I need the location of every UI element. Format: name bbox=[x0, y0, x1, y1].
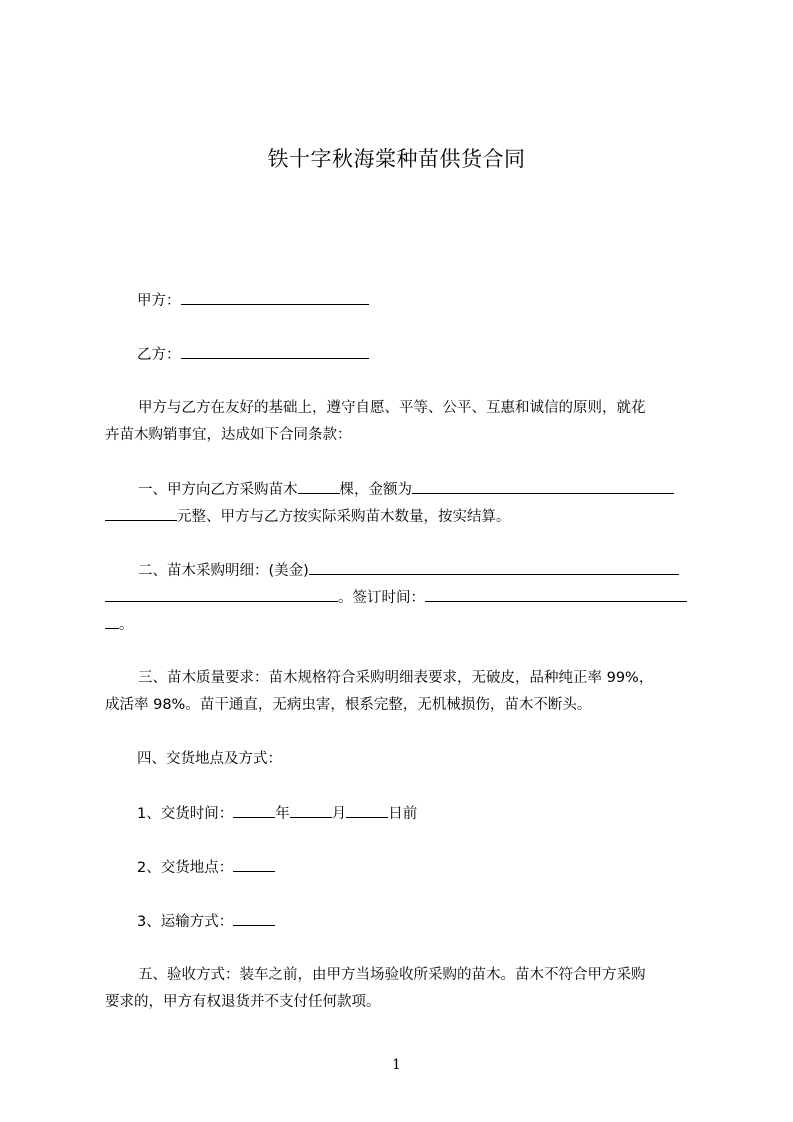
clause1-line-1 bbox=[138, 479, 738, 500]
clause1-text-a: 一、甲方向乙方采购苗木 bbox=[138, 482, 298, 498]
delivery-day-blank bbox=[346, 803, 388, 818]
delivery-place-blank bbox=[233, 857, 275, 872]
clause2-text-a: 二、苗木采购明细：(美金) bbox=[138, 563, 309, 579]
clause2-line-2 bbox=[105, 587, 705, 608]
clause1-line-2 bbox=[105, 506, 705, 527]
year-label: 年 bbox=[275, 806, 290, 822]
delivery-place-label: 2、交货地点： bbox=[137, 860, 234, 876]
clause2-line-3 bbox=[105, 614, 705, 635]
clause1-quantity-blank bbox=[298, 479, 340, 494]
clause1-text-c: 元整、甲方与乙方按实际采购苗木数量，按实结算。 bbox=[177, 509, 511, 525]
month-label: 月 bbox=[331, 806, 347, 822]
clause1-text-b: 棵，金额为 bbox=[339, 482, 412, 498]
document-title: 铁十字秋海棠种苗供货合同 bbox=[267, 147, 526, 171]
clause3-line-2: 成活率 98%。苗干通直，无病虫害，根系完整，无机械损伤，苗木不断头。 bbox=[105, 697, 592, 713]
clause2-line-1 bbox=[138, 560, 738, 581]
clause2-text-b: 。签订时间： bbox=[338, 590, 425, 606]
party-a-blank bbox=[181, 290, 369, 305]
intro-line-1: 甲方与乙方在友好的基础上，遵守自愿、平等、公平、互惠和诚信的原则，就花 bbox=[138, 400, 646, 416]
party-b-blank bbox=[181, 344, 369, 359]
day-label: 日前 bbox=[388, 806, 418, 822]
party-a-label: 甲方： bbox=[137, 293, 181, 309]
clause5-line-1: 五、验收方式：装车之前，由甲方当场验收所采购的苗木。苗木不符合甲方采购 bbox=[138, 967, 646, 983]
clause2-detail-blank bbox=[309, 560, 679, 575]
delivery-year-blank bbox=[233, 803, 275, 818]
clause2-date-blank-cont bbox=[105, 614, 119, 629]
party-b-label: 乙方： bbox=[137, 347, 181, 363]
clause4-1-line bbox=[137, 803, 737, 824]
clause4-title: 四、交货地点及方式： bbox=[137, 751, 282, 767]
clause2-date-blank bbox=[425, 587, 687, 602]
page-number: 1 bbox=[392, 1057, 401, 1073]
intro-line-2: 卉苗木购销事宜，达成如下合同条款： bbox=[105, 427, 352, 443]
transport-method-label: 3、运输方式： bbox=[137, 914, 234, 930]
party-b-line bbox=[137, 344, 737, 365]
transport-method-blank bbox=[233, 911, 275, 926]
clause4-2-line bbox=[137, 857, 737, 878]
clause1-amount-blank bbox=[412, 479, 674, 494]
party-a-line bbox=[137, 290, 737, 311]
clause1-amount-blank-cont bbox=[105, 506, 177, 521]
clause2-detail-blank-cont bbox=[105, 587, 338, 602]
clause5-line-2: 要求的，甲方有权退货并不支付任何款项。 bbox=[105, 994, 381, 1010]
clause4-3-line bbox=[137, 911, 737, 932]
clause3-line-1: 三、苗木质量要求：苗木规格符合采购明细表要求，无破皮，品种纯正率 99%， bbox=[138, 670, 654, 686]
delivery-time-label: 1、交货时间： bbox=[137, 806, 234, 822]
delivery-month-blank bbox=[290, 803, 332, 818]
clause2-text-c: 。 bbox=[119, 617, 134, 633]
